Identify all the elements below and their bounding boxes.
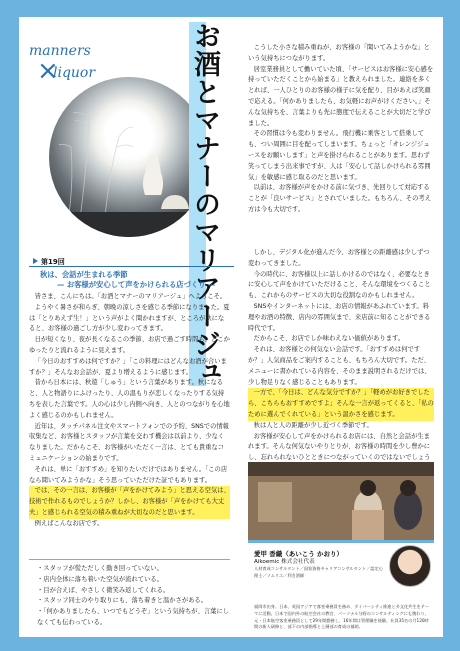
paragraph: 居室業務員として働いていた頃、「サービスはお客様に安心感を持っていただくことから始まる」と教えられました。連絡を多くとれば、一人ひとりのお客様の様子に気を配り、目があえば笑顔で応える。「何かありましたら、お気軽にお声がけください。」そんな気持ちを、言葉よりも先に態度で伝えることが大切だと学びました。 (248, 65, 434, 127)
subtitle: 秋は、会話が生まれる季節 (40, 270, 128, 279)
brand-manners: manners (29, 43, 91, 59)
subtitle-rule (29, 266, 234, 267)
paragraph: 「今日のおすすめは何ですか？」「この料理にはどんなお酒が合いますか？」そんなお会話が、夏より増えるように感じます。 (29, 357, 227, 376)
tips-list-box (29, 559, 230, 632)
author-name: 愛甲 香織（あいこう かおり） (254, 550, 344, 558)
list-item: ・ 目が合えば、やさしく微笑み返してくれる。 (37, 586, 230, 597)
brand-liquor: liquor (53, 65, 96, 81)
column-header (19, 17, 214, 257)
author-avatar (389, 545, 431, 587)
tips-list (29, 564, 230, 629)
paragraph: だからこそ、お店でしか味わえない価値があります。 (253, 335, 405, 343)
brand-cross: × (37, 56, 59, 86)
paragraph: お客様が安心して声をかけられるお店には、自然と会話が生まれます。そんな何気ないやりとりが、お客様の時間を少し豊かにし、忘れられないひとときにつながっていくのではないでしょう (248, 432, 431, 462)
column-title-text: お酒とマナーのマリアージュ (189, 22, 220, 386)
paragraph: 昔から日本には、秋遊「しゅう」という言葉があります。秋になると、人と物語りにふけったり、人の温もりが恋しくなったりする気持ちを表した言葉です。人の心は少し内側へ向き、人とのつながりを心地よく感じるのかもしれません。 (29, 379, 230, 419)
magazine-page (19, 17, 443, 637)
paragraph: 日が短くなり、夜が長くなるこの季節、お店で過ごす時間も、どこかゆったりと流れるように見えます。 (29, 336, 230, 354)
paragraph: それは、単に「おすすめ」を知りたいだけではありません。「この店なら聞いてみようかな」そう思っていただけた証でもあります。 (29, 465, 228, 484)
paragraph: 皆さま、こんにちは。「お酒とマナーのマリアージュ」へようこそ。 (34, 293, 227, 300)
author-biography: 福岡市出身。日本、英国アジアで客室乗務員を務め、ダイバーシティ推進と多文化共生をテーマに活動。日本で国内外の航空会社の教官、パーソナル分野のコンサルティングにも携わり、元・日本航空客室乗務員として29年間勤務し、16年間は管理職を経験。社員35名の月120時間の新人研修と、部下の内部指導と上層部の育成の補助。 (254, 604, 430, 630)
list-item: ・ スタッフが慌ただしく動き回っていない。 (37, 564, 230, 575)
paragraph: 近年は、タッチパネル注文やスマートフォンでの予約、SNSでの情報収集など、お客様とスタッフが言葉を交わす機会は以前より、少なくなりました。だからこそ、お客様がいただく一言は、とても貴重なコミュニケーションの始まりです。 (29, 422, 229, 462)
body-column-right-top (248, 43, 434, 216)
body-column-left (29, 292, 230, 530)
author-credentials: 人材育成コンサルタント／国家資格キャリアコンサルタント／認定心理士／ソムリエ／利き酒師 (254, 566, 383, 578)
paragraph: その習慣は今も変わりません。飛行機に乗客として搭乗しても、つい周囲に目を配ってしまいます。ちょっと「オレンジジュースをお願いします」と声を掛けられることがあります。思わず笑ってしまう出来事ですが、人は「安心して話しかけられる雰囲気」を敏感に感じ取るのだと思います。 (248, 130, 431, 181)
paragraph: ようやく暑さが和らぎ、朝晩の涼しさを感じる季節になりました。夏は「とりあえず生！」という声がよく聞かれますが、ところが秋になると、お客様の過ごし方が少し変わってきます。 (29, 303, 230, 333)
paragraph: 以前は、お客様が声をかける前に気づき、先回りして対応することが「良いサービス」とされていました。もちろん、その考え方は今も大切です。 (248, 184, 431, 213)
paragraph: では、その一言は、お客様が「声をかけてみよう」と思える空気は、技術で作れるものでしょうか？しかし、お客様が「声をかけても大丈夫」と感じられる空気の積み重ねが大切なのだと思います。 (29, 486, 230, 518)
list-item: ・ 「何かありましたら、いつでもどうぞ」という気持ちが、言葉にしなくても伝わっている。 (37, 607, 230, 629)
subtitle-tagline: — お客様が安心して声をかけられる店づくり — (57, 280, 216, 289)
author-profile (248, 540, 434, 637)
body-column-right-mid (248, 248, 434, 475)
paragraph: しかし、デジタル化が進んだ今、お客様との距離感は少しずつ変わってきました。 (248, 249, 430, 267)
list-item: ・ スタッフ同士のやり取りにも、落ち着きと温かさがある。 (37, 596, 230, 607)
moon-sake-photo (49, 77, 209, 237)
paragraph: それは、お客様との何気ない会話です。「おすすめは何ですか？」人気商品をご案内することも、もちろん大切です。ただ、メニューに書かれている内容を、そのまま説明されるだけでは、少し物足りなく感じることもあります。 (248, 346, 431, 386)
author-company: Aikoemic 株式会社代表 (254, 559, 315, 565)
paragraph: 一方で、「今日は、どんな気分ですか？」「軽めがお好きでしたら、こちらもおすすめですよ」そんな一言が返ってくると、「私のために選んでくれている」という温かさを感じます。 (248, 388, 434, 420)
list-item: ・ 店内全体に落ち着いた空気が流れている。 (37, 575, 230, 586)
issue-number: 第19回 (33, 257, 65, 267)
paragraph: SNSやインターネットには、お店の情報があふれています。料理やお酒の特徴、店内の雰囲気まで、来店前に知ることができる時代です。 (248, 302, 431, 332)
paragraph: 秋は人と人の距離が少し近づく季節です。 (253, 421, 373, 429)
paragraph: 今の時代に、お客様以上に話しかけるのではなく、必要なときに安心して声をかけていただけること、そんな環境をつくることも、これからのサービスの大切な役割なのかもしれません。 (248, 270, 431, 300)
paragraph: こうした小さな積み重ねが、お客様の「聞いてみようかな」という気持ちにつながります。 (248, 44, 430, 62)
paragraph: 例えばこんなお店です。 (34, 519, 104, 527)
